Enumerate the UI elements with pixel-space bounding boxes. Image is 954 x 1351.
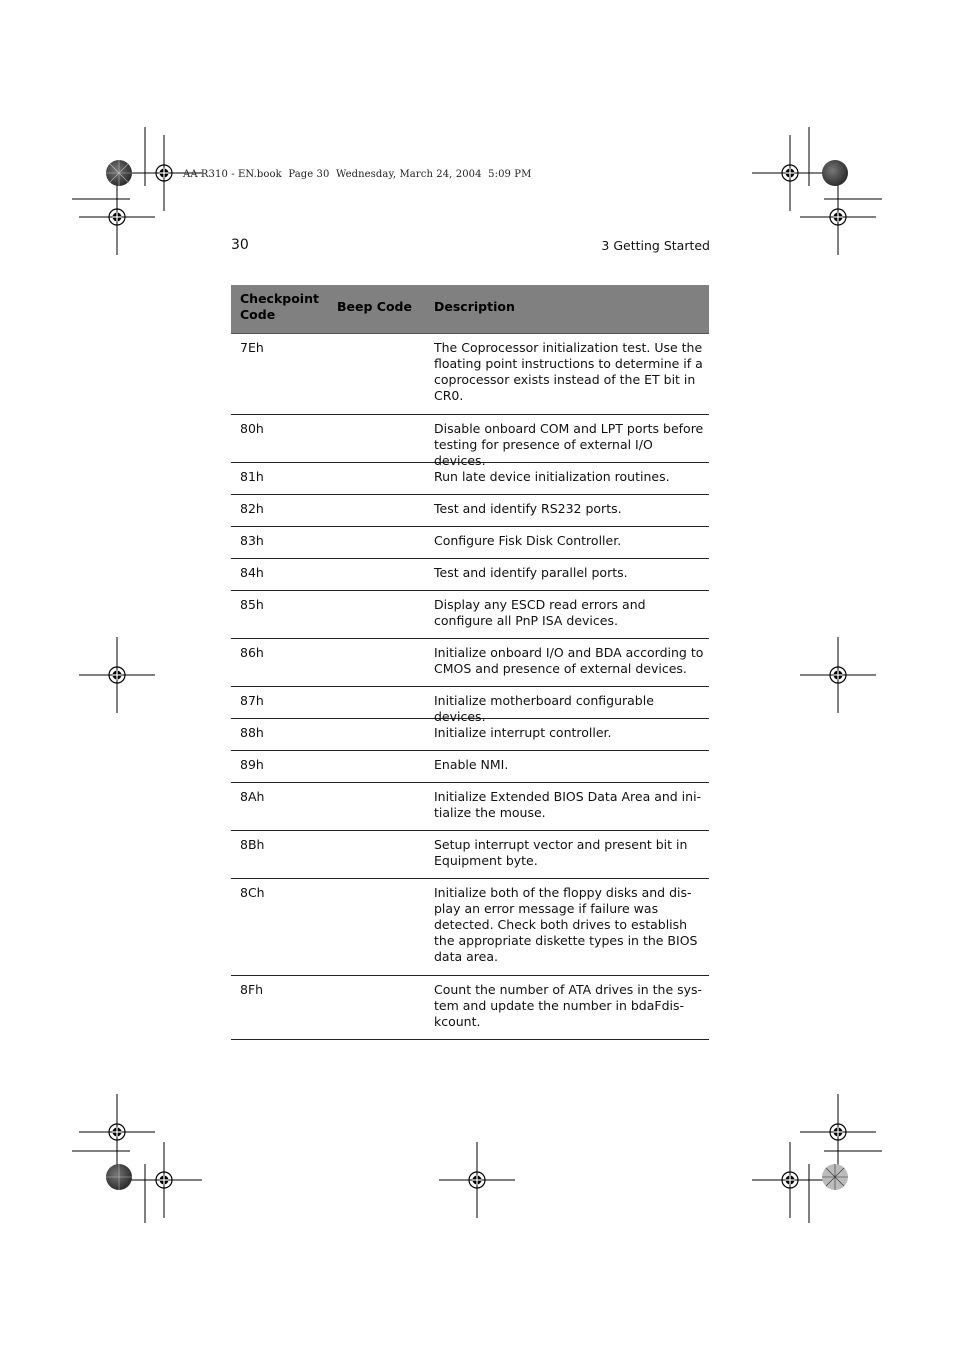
table-row bbox=[231, 751, 709, 783]
description: Initialize motherboard configurable devices. bbox=[434, 693, 654, 724]
table-row bbox=[231, 879, 709, 976]
description: Test and identify parallel ports. bbox=[434, 565, 628, 580]
checkpoint-code: 8Ch bbox=[240, 885, 265, 900]
description: Initialize onboard I/O and BDA according to CMOS and presence of external devices. bbox=[434, 645, 704, 676]
checkpoint-code: 86h bbox=[240, 645, 264, 660]
description: The Coprocessor initialization test. Use the floating point instructions to determine if a coprocessor exists instead of the ET bit in CR0. bbox=[434, 340, 703, 403]
description: Run late device initialization routines. bbox=[434, 469, 670, 484]
table-row bbox=[231, 687, 709, 724]
page-number: 30 bbox=[231, 237, 249, 253]
table-row bbox=[231, 591, 709, 639]
checkpoint-code: 8Bh bbox=[240, 837, 265, 852]
column-header-description: Description bbox=[434, 299, 515, 314]
checkpoint-code: 84h bbox=[240, 565, 264, 580]
column-header-checkpoint-code: Checkpoint Code bbox=[240, 291, 319, 322]
description: Configure Fisk Disk Controller. bbox=[434, 533, 622, 548]
checkpoint-code: 80h bbox=[240, 421, 264, 436]
table-row bbox=[231, 527, 709, 559]
table-row bbox=[231, 559, 709, 591]
table-row bbox=[231, 463, 709, 495]
print-slug: AA R310 - EN.book Page 30 Wednesday, March 24, 2004 5:09 PM bbox=[183, 169, 532, 180]
table-row bbox=[231, 831, 709, 879]
description: Display any ESCD read errors and configure all PnP ISA devices. bbox=[434, 597, 646, 628]
table-row bbox=[231, 639, 709, 687]
table-row bbox=[231, 976, 709, 1040]
table-header bbox=[231, 285, 709, 334]
description: Disable onboard COM and LPT ports before testing for presence of external I/O devices. bbox=[434, 421, 704, 468]
description: Initialize Extended BIOS Data Area and ini-tialize the mouse. bbox=[434, 789, 702, 820]
checkpoint-code: 87h bbox=[240, 693, 264, 708]
checkpoint-code: 7Eh bbox=[240, 340, 264, 355]
checkpoint-code: 89h bbox=[240, 757, 264, 772]
checkpoint-code: 83h bbox=[240, 533, 264, 548]
description: Enable NMI. bbox=[434, 757, 509, 772]
description: Initialize interrupt controller. bbox=[434, 725, 612, 740]
checkpoint-table bbox=[231, 285, 709, 1040]
checkpoint-code: 85h bbox=[240, 597, 264, 612]
table-row bbox=[231, 783, 709, 831]
checkpoint-code: 8Fh bbox=[240, 982, 264, 997]
description: Count the number of ATA drives in the sys-tem and update the number in bdaFdis-kcount. bbox=[434, 982, 703, 1029]
checkpoint-code: 82h bbox=[240, 501, 264, 516]
checkpoint-code: 8Ah bbox=[240, 789, 265, 804]
column-header-beep-code: Beep Code bbox=[337, 299, 412, 314]
description: Initialize both of the floppy disks and dis-play an error message if failure was detected. Check both drives to establish the appropriate diskette types in the BIOS data area. bbox=[434, 885, 698, 964]
table-row bbox=[231, 415, 709, 468]
table-row bbox=[231, 334, 709, 415]
description: Test and identify RS232 ports. bbox=[434, 501, 622, 516]
description: Setup interrupt vector and present bit in Equipment byte. bbox=[434, 837, 688, 868]
table-row bbox=[231, 495, 709, 527]
checkpoint-code: 81h bbox=[240, 469, 264, 484]
running-header: 3 Getting Started bbox=[601, 238, 710, 253]
checkpoint-code: 88h bbox=[240, 725, 264, 740]
table-row bbox=[231, 719, 709, 751]
